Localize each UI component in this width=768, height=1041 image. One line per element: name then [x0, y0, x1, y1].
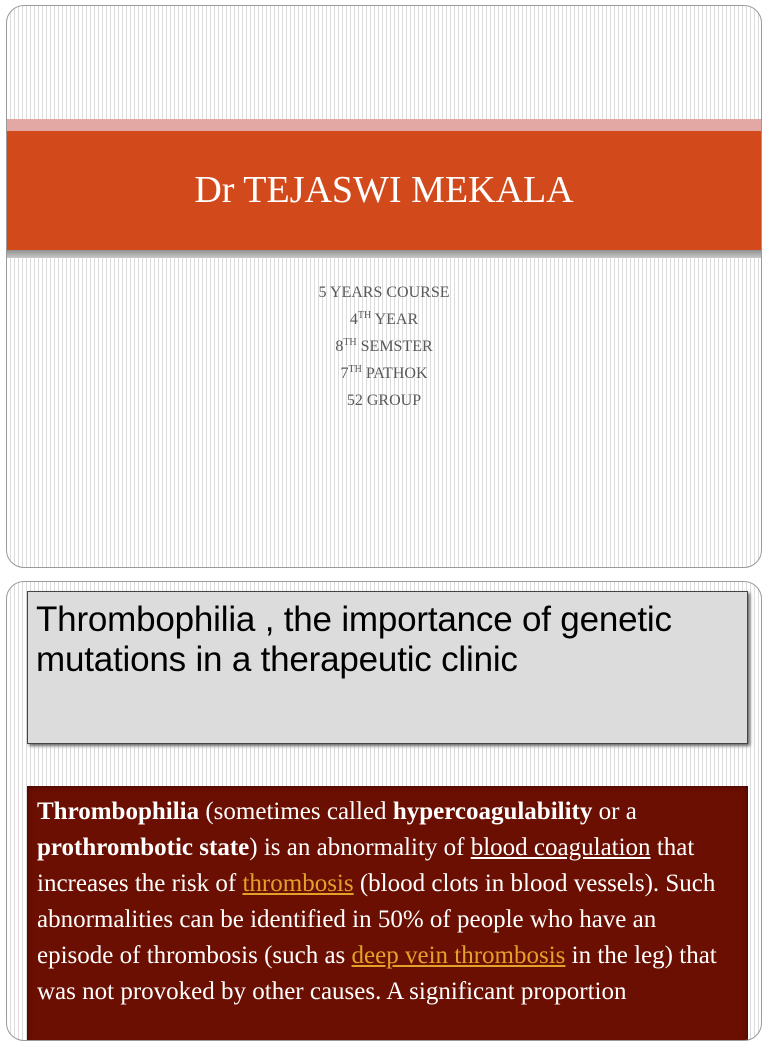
band-shadow — [7, 250, 761, 258]
blood-coagulation-link[interactable]: blood coagulation — [470, 834, 651, 861]
body-text: or a — [592, 798, 637, 825]
info-line: 52 GROUP — [346, 392, 422, 409]
info-line: 8TH SEMSTER — [335, 337, 433, 355]
body-text: that increases the risk of — [37, 834, 695, 897]
body-text: (blood clots in blood vessels). Such abnormalities can be identified in 50% of people who have an episode of thrombosis (such as — [37, 870, 716, 969]
deep-vein-thrombosis-link[interactable]: deep vein thrombosis — [351, 942, 566, 969]
slide-2 — [6, 581, 762, 1041]
info-line: 5 YEARS COURSE — [318, 284, 450, 301]
heading-box — [27, 591, 748, 744]
subtitle-info — [7, 275, 761, 410]
term-hypercoagulability: hypercoagulability — [392, 798, 593, 825]
body-text: ) is an abnormality of — [249, 834, 471, 861]
info-line: 7TH PATHOK — [340, 364, 428, 382]
term-thrombophilia: Thrombophilia — [37, 798, 200, 825]
slide-heading: Thrombophilia , the importance of genetic mutations in a therapeutic clinic — [36, 600, 672, 679]
body-text: (sometimes called — [199, 798, 393, 825]
title-band — [7, 131, 761, 250]
slide-title: Dr TEJASWI MEKALA — [194, 168, 574, 211]
body-text: in the leg) that was not provoked by other causes. A significant proportion — [37, 942, 717, 1005]
definition-box — [27, 786, 748, 1041]
slide-1 — [6, 5, 762, 568]
thrombosis-link[interactable]: thrombosis — [242, 870, 354, 897]
term-prothrombotic-state: prothrombotic state — [37, 834, 250, 861]
info-line: 4TH YEAR — [349, 310, 419, 328]
accent-stripe — [7, 119, 761, 131]
